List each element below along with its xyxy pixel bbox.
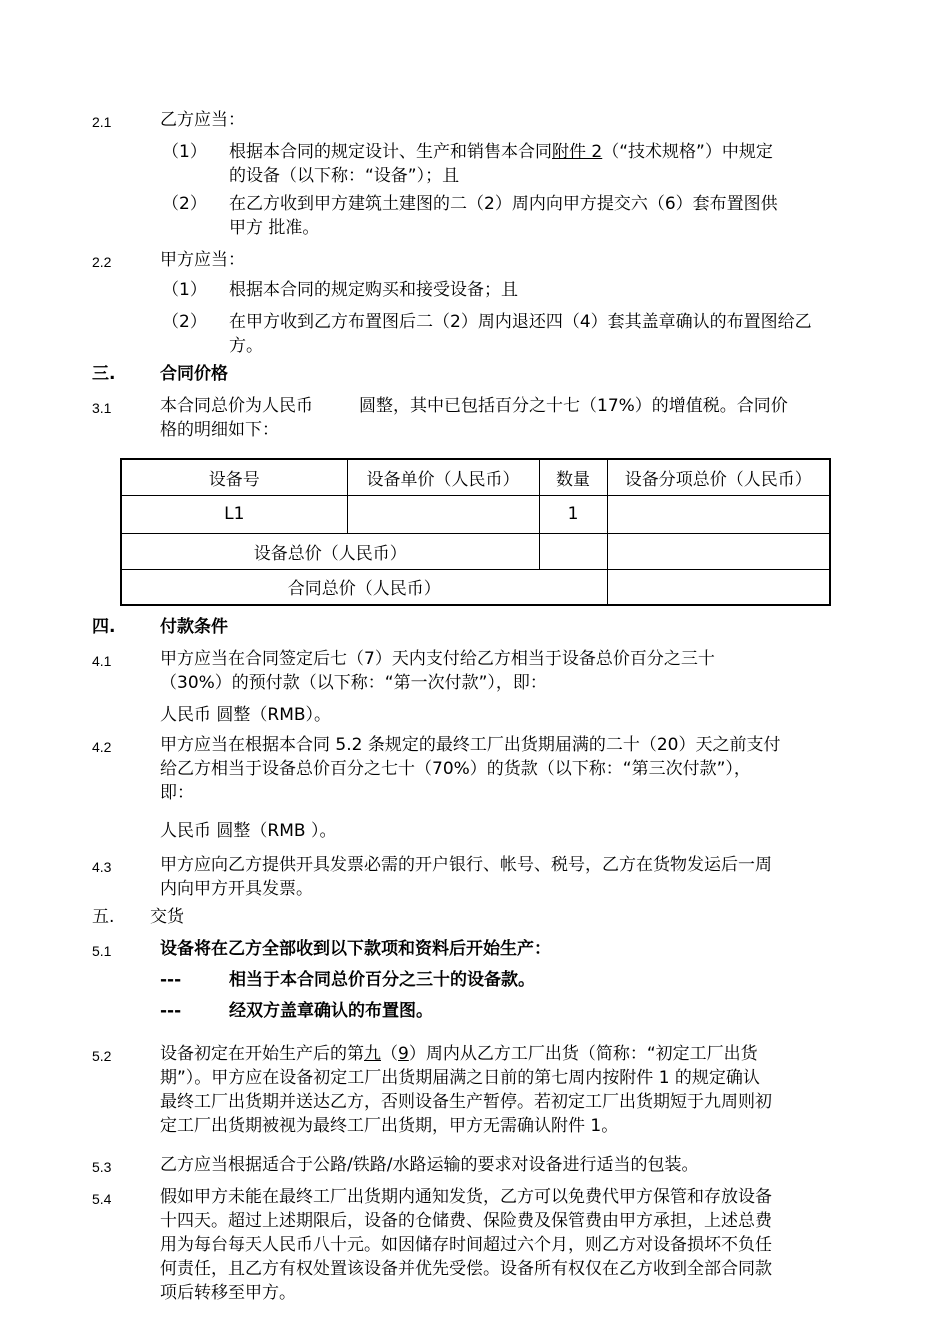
clause-number: 3.1 (92, 400, 112, 416)
table-cell: 1 (539, 495, 607, 533)
clause-text: 甲方应当： (160, 250, 245, 270)
section-number: 四. (92, 617, 116, 637)
section-title: 交货 (150, 907, 184, 927)
clause-number: 5.1 (92, 943, 112, 959)
table-header-row (121, 459, 830, 495)
clause-text: 乙方应当根据适合于公路/铁路/水路运输的要求对设备进行适当的包装。 (160, 1155, 699, 1175)
clause-text: 内向甲方开具发票。 (160, 879, 313, 899)
clause-text: 人民币 圆整（RMB）。 (160, 705, 332, 725)
clause-text: 何责任，且乙方有权处置该设备并优先受偿。设备所有权仅在乙方收到全部合同款 (160, 1259, 772, 1279)
clause-text: 甲方应向乙方提供开具发票必需的开户银行、帐号、税号，乙方在货物发运后一周 (160, 855, 772, 875)
item-text: 在乙方收到甲方建筑土建图的二（2）周内向甲方提交六（6）套布置图供 (229, 194, 778, 214)
table-header: 设备分项总价（人民币） (607, 459, 830, 495)
clause-number: 4.2 (92, 739, 112, 755)
clause-text: 本合同总价为人民币 圆整，其中已包括百分之十七（17%）的增值税。合同价 (160, 396, 788, 416)
clause-text: 甲方应当在根据本合同 5.2 条规定的最终工厂出货期届满的二十（20）天之前支付 (160, 735, 781, 755)
clause-text: （30%）的预付款（以下称：“第一次付款”），即： (160, 673, 547, 693)
table-cell: 设备总价（人民币） (121, 533, 539, 569)
item-text: 方。 (229, 336, 263, 356)
item-text: 甲方 批准。 (229, 218, 320, 238)
clause-text: 乙方应当： (160, 110, 245, 130)
section-title: 合同价格 (160, 364, 228, 384)
clause-text: 甲方应当在合同签定后七（7）天内支付给乙方相当于设备总价百分之三十 (160, 649, 715, 669)
bullet-text: 经双方盖章确认的布置图。 (229, 1001, 433, 1021)
bullet-dash: --- (160, 970, 182, 990)
item-number: （2） (162, 312, 207, 332)
clause-number: 2.1 (92, 114, 112, 130)
item-number: （2） (162, 194, 207, 214)
clause-text: 项后转移至甲方。 (160, 1283, 296, 1303)
table-header: 设备单价（人民币） (347, 459, 539, 495)
table-header: 设备号 (121, 459, 347, 495)
clause-text: 人民币 圆整（RMB ）。 (160, 821, 337, 841)
clause-text: 最终工厂出货期并送达乙方，否则设备生产暂停。若初定工厂出货期短于九周则初 (160, 1092, 772, 1112)
clause-number: 5.2 (92, 1048, 112, 1064)
table-cell (607, 533, 830, 569)
item-number: （1） (162, 142, 207, 162)
table-cell (539, 533, 607, 569)
clause-text: 十四天。超过上述期限后，设备的仓储费、保险费及保管费由甲方承担，上述总费 (160, 1211, 772, 1231)
table-row (121, 495, 830, 533)
clause-text: 用为每台每天人民币八十元。如因储存时间超过六个月，则乙方对设备损坏不负任 (160, 1235, 772, 1255)
bullet-text: 相当于本合同总价百分之三十的设备款。 (229, 970, 535, 990)
clause-text: 即： (160, 783, 194, 803)
price-table (120, 458, 831, 606)
clause-text: 格的明细如下： (160, 420, 279, 440)
table-cell (607, 495, 830, 533)
table-cell (347, 495, 539, 533)
table-row (121, 569, 830, 605)
clause-text: 给乙方相当于设备总价百分之七十（70%）的货款（以下称：“第三次付款”）， (160, 759, 751, 779)
item-text: 在甲方收到乙方布置图后二（2）周内退还四（4）套其盖章确认的布置图给乙 (229, 312, 812, 332)
clause-text: 定工厂出货期被视为最终工厂出货期，甲方无需确认附件 1。 (160, 1116, 619, 1136)
clause-text: 设备将在乙方全部收到以下款项和资料后开始生产： (160, 939, 551, 959)
clause-number: 5.3 (92, 1159, 112, 1175)
table-cell (607, 569, 830, 605)
table-header: 数量 (539, 459, 607, 495)
clause-text: 期”）。甲方应在设备初定工厂出货期届满之日前的第七周内按附件 1 的规定确认 (160, 1068, 760, 1088)
section-number: 三. (92, 364, 116, 384)
clause-text: 假如甲方未能在最终工厂出货期内通知发货，乙方可以免费代甲方保管和存放设备 (160, 1187, 772, 1207)
clause-number: 2.2 (92, 254, 112, 270)
section-number: 五. (92, 907, 115, 927)
clause-number: 4.3 (92, 859, 112, 875)
clause-number: 5.4 (92, 1191, 112, 1207)
attachment-link[interactable]: 附件 2 (552, 142, 603, 162)
item-text: 根据本合同的规定购买和接受设备；且 (229, 280, 518, 300)
section-title: 付款条件 (160, 617, 228, 637)
item-text: 根据本合同的规定设计、生产和销售本合同附件 2（“技术规格”）中规定 (229, 142, 773, 162)
bullet-dash: --- (160, 1001, 182, 1021)
item-number: （1） (162, 280, 207, 300)
clause-number: 4.1 (92, 653, 112, 669)
table-cell: L1 (121, 495, 347, 533)
table-row (121, 533, 830, 569)
item-text: 的设备（以下称：“设备”）；且 (229, 166, 460, 186)
clause-text: 设备初定在开始生产后的第九（9）周内从乙方工厂出货（简称：“初定工厂出货 (160, 1044, 758, 1064)
table-cell: 合同总价（人民币） (121, 569, 607, 605)
